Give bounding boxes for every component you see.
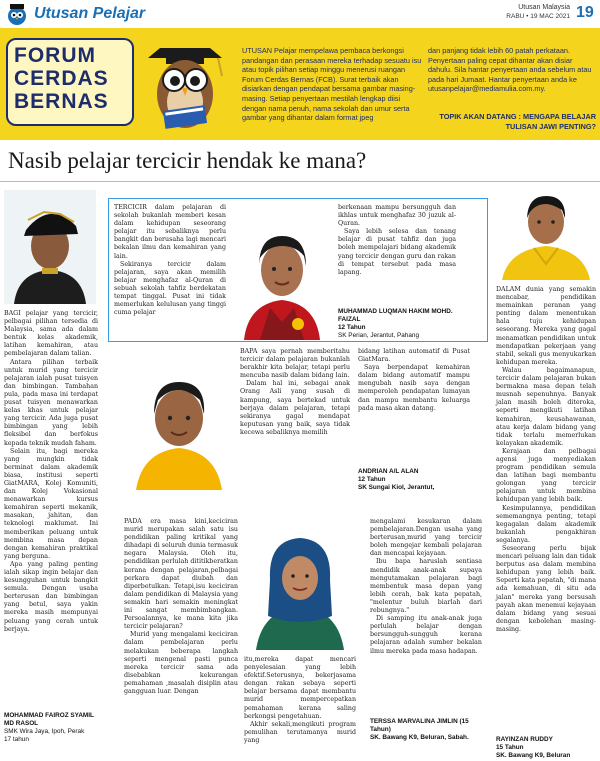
forum-title-line-3: BERNAS [14,90,109,113]
letter-terssa-p7: Di samping itu anak-anak juga perlulah belajar dengan bersungguh-sungguh kerana pelajaran adalah sumber bekalan ilmu mereka pada masa hadapan. [370,615,482,655]
photo-rayinzan [494,184,598,280]
byline-luqman-school: SK Perian, Jerantut, Pahang [338,332,420,339]
byline-rayinzan-age: 15 Tahun [496,744,524,751]
photo-luqman [230,212,334,340]
portrait-terssa [248,520,352,650]
photo-andrian [124,352,234,490]
letter-fairoz-p4: Apa yang paling penting ialah sikap ingin belajar dan kesungguhan untuk bangkit semula. Dengan usaha berterusan dan bimbingan yang betul, saya yakin mereka masih mempunyai peluang yang cerah untuk berjaya. [4,560,98,633]
letter-terssa-p5: mengalami kesukaran dalam pembelajaran.Dengan usaha yang berterusan,murid yang tercicir boleh mengejar kembali pelajaran dan mencapai kejayaan. [370,518,482,558]
publication-name: Utusan Malaysia [518,4,570,11]
letter-terssa-p2: Murid yang mengalami keciciran dalam pembelajaran perlu melakukan beberapa langkah seperti mengenal pasti punca mereka tercicir sama ada disebabkan kekurangan pemahaman ,masalah disiplin atau gangguan luar. Dengan [124,631,238,695]
photo-terssa [248,520,352,650]
letter-terssa-p4: Akhir sekali,mengikuti program pemulihan terutamanya murid yang [244,720,356,744]
letter-andrian-p3: bidang latihan automatif di Pusat GiatMara. [358,348,470,364]
portrait-fairoz [4,190,96,304]
byline-luqman-age: 12 Tahun [338,324,366,331]
letter-luqman-p4: Saya lebih selesa dan tenang belajar di pusat tahfiz dan juga boleh mempelajari bidang akademik yang tercicir dengan guru dan rakan di tempat tersebut pada masa lapang. [338,228,456,276]
letter-andrian-p2: Dalam hal ini, sebagai anak Orang Asli yang susah di kampung, saya bertekad untuk berjaya dalam pelajaran, tetapi sekiranya gagal mendapat keputusan yang baik, saya tidak kecewa sebaliknya memilih [240,380,350,436]
page-number: 19 [576,4,594,21]
letter-rayinzan-p4: Kesimpulannya, pendidikan sememangnya penting, tetapi kegagalan dalam akademik bukanlah pengakhiran segalanya. [496,504,596,544]
byline-fairoz-school: SMK Wira Jaya, Ipoh, Perak [4,728,85,735]
byline-andrian-school: SK Sungai Kiol, Jerantut, [358,484,435,491]
headline-rule [0,181,600,182]
page-headline: Nasib pelajar tercicir hendak ke mana? [8,148,367,173]
byline-terssa-school: SK. Bawang K9, Beluran, Sabah. [370,734,469,741]
banner-intro-col-2: dan panjang tidak lebih 60 patah perkataan. Penyertaan paling cepat dihantar akan disiar dahulu. Sila hantar penyertaan anda sebelum atau pada hari Jumaat. Hantar penyertaan anda ke utusanpelajar@mediamulia.com.my. [428,46,592,94]
upcoming-topic: TOPIK AKAN DATANG : MENGAPA BELAJAR TULISAN JAWI PENTING? [439,112,596,131]
letter-andrian-col-1 [240,348,350,437]
letter-rayinzan [496,286,596,634]
byline-rayinzan [496,736,596,760]
byline-rayinzan-name: RAYINZAN RUDDY [496,736,553,743]
byline-terssa [370,718,482,742]
page-header [0,0,600,28]
letter-terssa-col-3 [370,518,482,656]
byline-luqman [338,308,458,340]
letter-terssa-col-2 [244,656,356,745]
letter-rayinzan-p2: Walau bagaimanapun, tercicir dalam pelajaran bukan bermakna masa depan telah musnah sepenuhnya. Banyak jalan masih boleh diteroka, seperti mengikuti latihan kemahiran, keusahawanan, atau kerja dalam bidang yang tidak terlalu memerlukan kelayakan akademik. [496,366,596,447]
letter-andrian-p4: Saya berpendapat kemahiran dalam bidang automatif mampu mengubah nasib saya dengan memperoleh pendapatan lumayan dan mampu membantu keluarga pada masa akan datang. [358,364,470,412]
forum-title-line-2: CERDAS [14,67,109,90]
byline-fairoz [4,712,100,744]
forum-title [14,44,124,113]
byline-luqman-name: MUHAMMAD LUQMAN HAKIM MOHD. FAIZAL [338,308,453,323]
letter-rayinzan-p3: Kerajaan dan pelbagai agensi juga menyediakan program pendidikan semula dan latihan bagi membantu golongan yang tercicir pelajaran untuk membina kehidupan yang lebih baik. [496,447,596,504]
letter-luqman-col-1 [114,204,226,317]
byline-andrian-name: ANDRIAN A/L ALAN [358,468,419,475]
letter-andrian-col-2 [358,348,470,413]
letter-terssa-col-1 [124,518,238,696]
publication-date: RABU • 19 MAC 2021 [506,13,570,20]
portrait-luqman [230,212,334,340]
forum-title-line-1: FORUM [14,44,96,67]
byline-rayinzan-school: SK. Bawang K9, Beluran [496,752,571,759]
byline-andrian [358,468,478,492]
byline-terssa-name: TERSSA MARVALINA JIMLIN (15 Tahun) [370,718,469,733]
letter-terssa-p1: PADA era masa kini,keciciran murid merupakan salah satu isu pendidikan paling kritikal yang dihadapi di seluruh dunia termasuk negara Malaysia. Oleh itu, pendidikan perlulah dititikberatkan kerana dengan pelajaran,pelbagai perkara dapat diubah dan diperbetulkan. Tetapi,isu keciciran dalam pendidikan di Malaysia yang semakin hari semakin meningkat ini sangat membimbangkan. Persoalannya, ke mana kita jika tercicir pelajaran? [124,518,238,631]
letter-fairoz-p1: BAGI pelajar yang tercicir, pelbagai pilihan tersedia di Malaysia, sama ada dalam bentuk kelas akademik, latihan kemahiran, atau pembelajaran dalam talian. [4,310,98,358]
letter-terssa-p6: Ibu bapa haruslah sentiasa mendidik anak-anak supaya mengutamakan pelajaran bagi membentuk masa depan yang lebih cerah, bak kata pepatah, "melentur buluh biarlah dari rebungnya." [370,558,482,615]
banner-intro-col-1: UTUSAN Pelajar mempelawa pembaca berkongsi pandangan dan perasaan mereka terhadap sesuatu isu atau topik pilihan setiap minggu menerusi ruangan Forum Cerdas Bernas (FCB). Surat terbaik akan disiarkan dengan pendapat bersama gambar masing-masing. Setiap penyertaan mestilah lengkap diisi dengan nama penuh, nama sekolah dan umur serta gambar yang dihantar dalam format jpeg [242,46,422,123]
brand-title: Utusan Pelajar [34,5,146,22]
portrait-rayinzan [494,184,598,280]
letter-rayinzan-p1: DALAM dunia yang semakin mencabar, pendidikan memainkan peranan yang penting dalam menentukan hala tuju kehidupan seseorang. Mereka yang gagal menamatkan pendidikan untuk mendapatkan pekerjaan yang stabil, sekali gus menyukarkan kehidupan mereka. [496,286,596,366]
mascot-icon [4,2,30,26]
letter-fairoz-p2: Antara pilihan terbaik untuk murid yang tercicir pelajaran ialah pusat tuisyen dan bimbingan. Tambahan pula, pada masa ini terdapat pusat tuisyen menawarkan kelas khas untuk pelajar yang tercicir. Ada juga pusat bimbingan yang lebih fleksibel dan berfokus kepada teknik mudah faham. [4,358,98,447]
letter-luqman-col-2 [338,204,456,277]
photo-fairoz [4,190,96,304]
letter-andrian-p1: BAPA saya pernah memberitahu tercicir dalam pelajaran bukanlah berakhir kita belajar, tetapi perlu mencuba nasib dalam bidang lain. [240,348,350,380]
letter-fairoz [4,310,98,634]
letter-luqman-p3: berkenaan mampu bersungguh dan ikhlas untuk menghafaz 30 juzuk al-Quran. [338,204,456,228]
letter-terssa-p3: itu,mereka dapat mencari penyelesaian yang lebih efektif.Seterusnya, bekerjasama dengan rakan sebaya seperti belajar bersama dapat membantu murid mempercepatkan pemahaman kerana saling berkongsi pengetahuan. [244,656,356,720]
letter-rayinzan-p5: Seseorang perlu bijak mencari peluang lain dan tidak berputus asa dalam membina kehidupan yang lebih baik. Seperti kata pepatah, "di mana ada kemahuan, di situ ada jalan" mereka yang bersusah payah akan menemui kejayaan dalam bidang yang sesuai dengan kebolehan masing-masing. [496,545,596,633]
byline-fairoz-age: 17 tahun [4,736,29,743]
letter-luqman-p2: Sekiranya tercicir dalam pelajaran, saya akan memilih belajar menghafaz al-Quran di sebuah sekolah tahfiz berdekatan tempat tinggal. Pusat ini tidak memerlukan kelulusan yang tinggi cuma pelajar [114,260,226,317]
portrait-andrian [124,352,234,490]
owl-mascot-icon [138,30,232,138]
byline-andrian-age: 12 Tahun [358,476,386,483]
letter-luqman-p1: TERCICIR dalam pelajaran di sekolah bukanlah memberi kesan dalam kehidupan seseorang pelajar itu sebaliknya perlu bangkit dan berusaha lagi mencari bekalan ilmu dan kemahiran yang lain. [114,204,226,260]
letter-fairoz-p3: Selain itu, bagi mereka yang mungkin tidak berminat dalam akademik biasa, institusi seperti GiatMARA, Kolej Komuniti, dan Kolej Vokasional menawarkan kursus kemahiran seperti mekanik, masakan, jahitan, dan teknologi maklumat. Ini memberikan peluang untuk membina masa depan dengan kemahiran praktikal yang berguna. [4,447,98,560]
byline-fairoz-name: MOHAMMAD FAIROZ SYAMIL MD RASOL [4,712,94,727]
